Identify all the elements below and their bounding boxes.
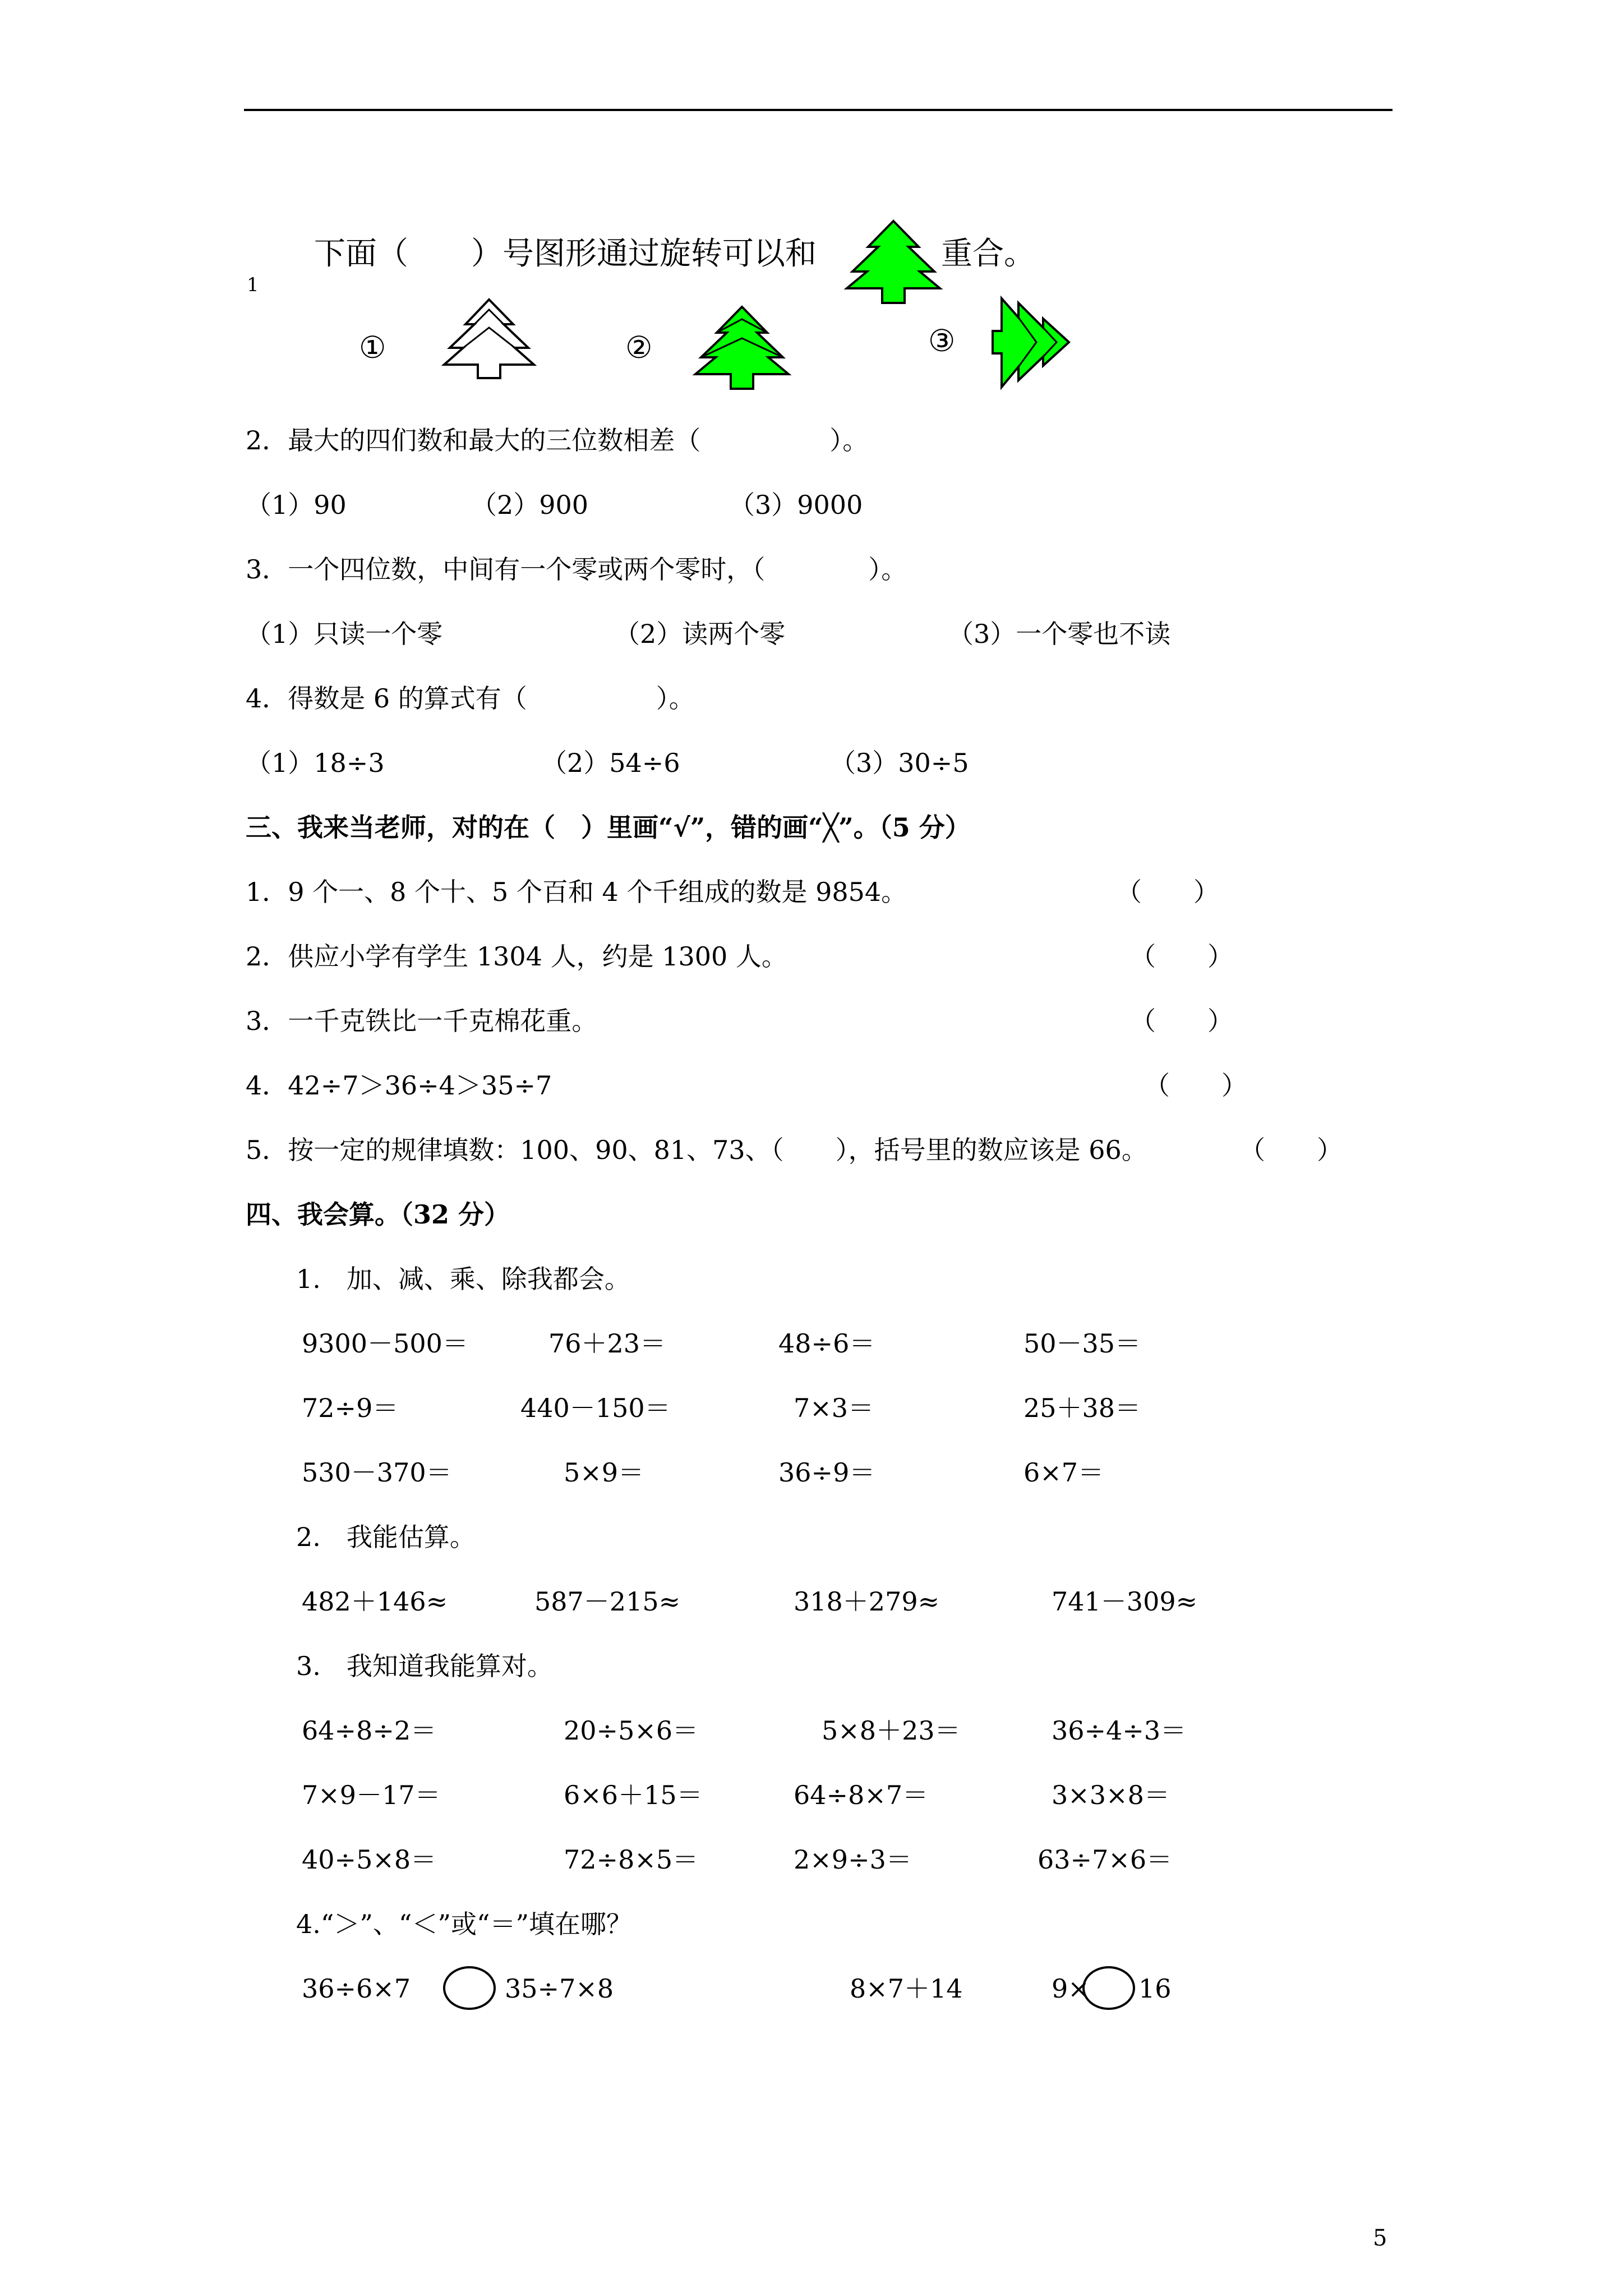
s3-item-5-paren: （ ） — [1239, 1135, 1343, 1165]
calc-cell: 76＋23＝ — [548, 1328, 666, 1359]
q2-text: 2．最大的四们数和最大的三位数相差（ ）。 — [246, 425, 869, 455]
s4-part1-label: 1. 加、减、乘、除我都会。 — [296, 1264, 630, 1294]
q4-option-3: （3）30÷5 — [830, 748, 969, 778]
s3-item-3-paren: （ ） — [1130, 1006, 1233, 1036]
s3-item-2: 2．供应小学有学生 1304 人，约是 1300 人。 — [246, 941, 787, 972]
calc-cell: 64÷8×7＝ — [794, 1780, 929, 1810]
q1-number: 1 — [247, 274, 259, 296]
calc-cell: 440－150＝ — [520, 1393, 671, 1423]
s3-item-4-paren: （ ） — [1144, 1070, 1247, 1101]
calc-cell: 5×8＋23＝ — [822, 1715, 961, 1746]
calc-cell: 2×9÷3＝ — [794, 1844, 912, 1875]
calc-cell: 6×6＋15＝ — [564, 1780, 703, 1810]
calc-cell: 40÷5×8＝ — [302, 1844, 437, 1875]
q3-option-1: （1）只读一个零 — [246, 619, 443, 649]
calc-cell: 36÷9＝ — [778, 1457, 875, 1488]
section3-title: 三、我来当老师，对的在（ ）里画“√”，错的画“╳”。（5 分） — [246, 812, 971, 843]
q1-option-1: ① — [359, 330, 386, 365]
estimate-cell: 318＋279≈ — [794, 1586, 940, 1617]
s3-item-4: 4．42÷7＞36÷4＞35÷7 — [246, 1070, 552, 1101]
q4-text: 4．得数是 6 的算式有（ ）。 — [246, 683, 695, 714]
s3-item-5: 5．按一定的规律填数：100、90、81、73、（ ），括号里的数应该是 66。 — [246, 1135, 1147, 1165]
rotated-tree-icon — [992, 297, 1070, 390]
s3-item-2-paren: （ ） — [1130, 941, 1233, 972]
calc-cell: 36÷4÷3＝ — [1052, 1715, 1187, 1746]
compare-right-a: 8×7＋14 — [850, 1973, 963, 2004]
estimate-cell: 482＋146≈ — [302, 1586, 448, 1617]
q1-prompt: 下面（ ）号图形通过旋转可以和 — [314, 236, 817, 272]
calc-cell: 7×9－17＝ — [302, 1780, 441, 1810]
calc-cell: 25＋38＝ — [1023, 1393, 1141, 1423]
q2-option-1: （1）90 — [246, 490, 347, 520]
section4-title: 四、我会算。（32 分） — [246, 1199, 510, 1230]
calc-cell: 3×3×8＝ — [1052, 1780, 1170, 1810]
green-tree-icon — [846, 220, 941, 304]
s4-part4-label: 4.“＞”、“＜”或“＝”填在哪？ — [296, 1909, 632, 1939]
compare-right-b: 9× — [1052, 1973, 1090, 2004]
calc-cell: 72÷9＝ — [302, 1393, 399, 1423]
calc-cell: 9300－500＝ — [302, 1328, 468, 1359]
s3-item-1-paren: （ ） — [1116, 877, 1219, 907]
compare-oval-1[interactable] — [443, 1966, 496, 2010]
calc-cell: 63÷7×6＝ — [1038, 1844, 1173, 1875]
header-rule — [244, 109, 1393, 111]
q2-option-2: （2）900 — [471, 490, 589, 520]
estimate-cell: 741－309≈ — [1052, 1586, 1198, 1617]
calc-cell: 64÷8÷2＝ — [302, 1715, 437, 1746]
compare-oval-2[interactable] — [1082, 1966, 1135, 2010]
compare-left-b: 35÷7×8 — [505, 1973, 614, 2004]
q1-option-3: ③ — [928, 323, 956, 358]
q4-option-2: （2）54÷6 — [541, 748, 680, 778]
calc-cell: 50－35＝ — [1023, 1328, 1141, 1359]
compare-left-a: 36÷6×7 — [302, 1973, 411, 2004]
calc-cell: 72÷8×5＝ — [564, 1844, 699, 1875]
q1-option-2: ② — [625, 330, 653, 365]
green-tree-small-icon — [694, 306, 790, 390]
q1-prompt-end: 重合。 — [941, 236, 1035, 272]
calc-cell: 6×7＝ — [1023, 1457, 1104, 1488]
q3-option-3: （3）一个零也不读 — [948, 619, 1171, 649]
s4-part2-label: 2. 我能估算。 — [296, 1522, 476, 1552]
q2-option-3: （3）9000 — [729, 490, 863, 520]
calc-cell: 48÷6＝ — [778, 1328, 875, 1359]
calc-cell: 7×3＝ — [794, 1393, 874, 1423]
estimate-cell: 587－215≈ — [534, 1586, 681, 1617]
q4-option-1: （1）18÷3 — [246, 748, 385, 778]
outline-tree-icon — [443, 298, 536, 380]
calc-cell: 5×9＝ — [564, 1457, 644, 1488]
page-number: 5 — [1373, 2225, 1387, 2251]
q3-option-2: （2）读两个零 — [614, 619, 786, 649]
calc-cell: 20÷5×6＝ — [564, 1715, 699, 1746]
s3-item-3: 3．一千克铁比一千克棉花重。 — [246, 1006, 598, 1036]
s4-part3-label: 3. 我知道我能算对。 — [296, 1651, 553, 1681]
q3-text: 3．一个四位数，中间有一个零或两个零时，（ ）。 — [246, 554, 907, 585]
calc-cell: 530－370＝ — [302, 1457, 452, 1488]
compare-right-c: 16 — [1138, 1973, 1172, 2004]
s3-item-1: 1．9 个一、8 个十、5 个百和 4 个千组成的数是 9854。 — [246, 877, 907, 907]
